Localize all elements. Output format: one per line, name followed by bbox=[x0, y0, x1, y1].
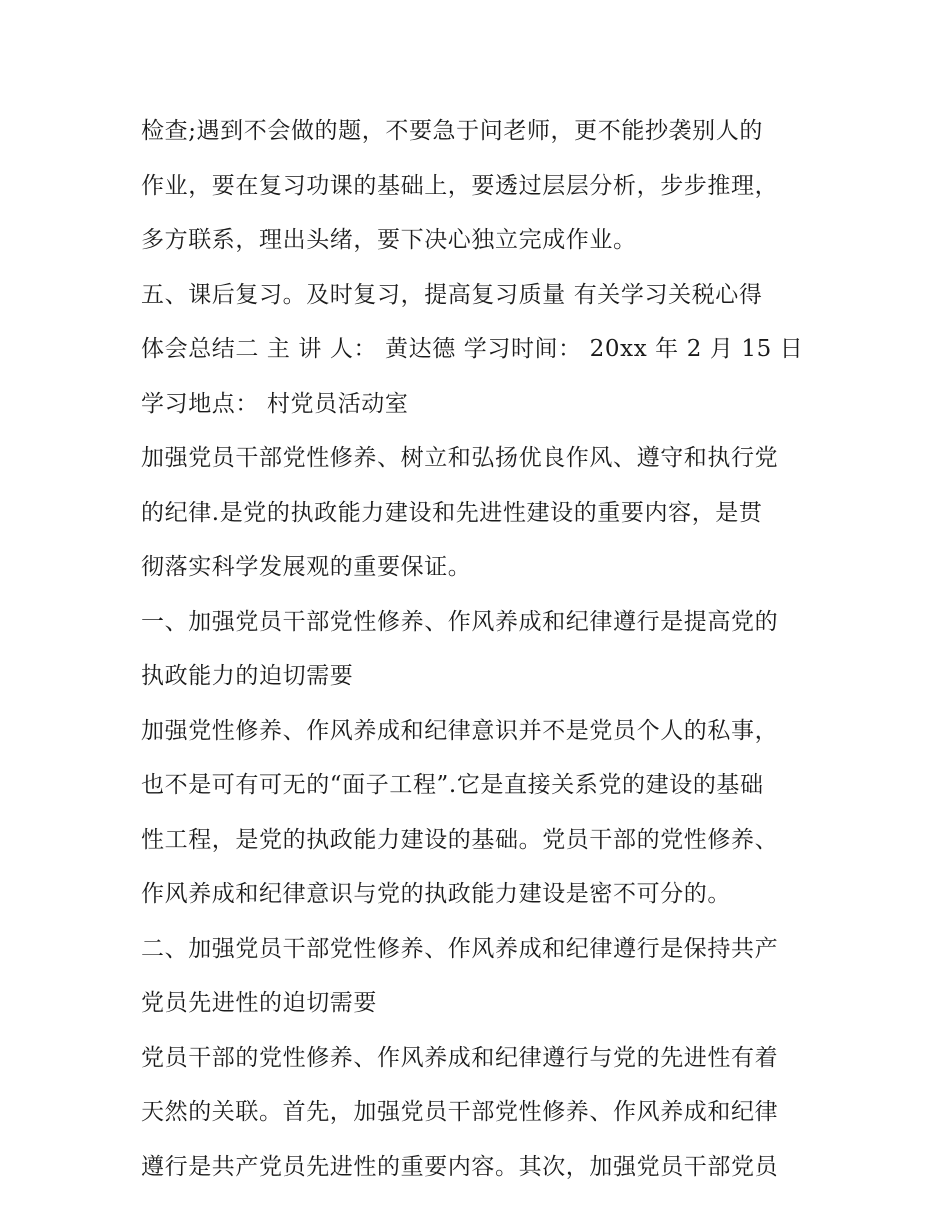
section-heading: 一、加强党员干部党性修养、作风养成和纪律遵行是提高党的 bbox=[141, 608, 779, 635]
text-line: 遵行是共产党员先进性的重要内容。其次，加强党员干部党员 bbox=[141, 1153, 779, 1180]
text-line: 性工程，是党的执政能力建设的基础。党员干部的党性修养、 bbox=[141, 826, 779, 853]
text-line: 彻落实科学发展观的重要保证。 bbox=[141, 554, 472, 580]
document-body bbox=[141, 104, 821, 1194]
text-line: 加强党性修养、作风养成和纪律意识并不是党员个人的私事， bbox=[141, 717, 779, 744]
text-line: 学习地点： 村党员活动室 bbox=[141, 390, 409, 417]
text-line: 检查;遇到不会做的题，不要急于问老师，更不能抄袭别人的 bbox=[141, 118, 763, 144]
section-heading: 二、加强党员干部党性修养、作风养成和纪律遵行是保持共产 bbox=[141, 935, 779, 962]
text-line: 党员干部的党性修养、作风养成和纪律遵行与党的先进性有着 bbox=[141, 1044, 779, 1071]
text-line: 党员先进性的迫切需要 bbox=[141, 990, 377, 1016]
text-line: 作风养成和纪律意识与党的执政能力建设是密不可分的。 bbox=[141, 881, 731, 907]
text-line: 的纪律.是党的执政能力建设和先进性建设的重要内容，是贯 bbox=[141, 499, 763, 526]
text-line: 执政能力的迫切需要 bbox=[141, 663, 354, 689]
text-line: 作业，要在复习功课的基础上，要透过层层分析，步步推理， bbox=[141, 172, 779, 199]
text-line: 多方联系，理出头绪，要下决心独立完成作业。 bbox=[141, 227, 637, 253]
text-line: 加强党员干部党性修养、树立和弘扬优良作风、遵守和执行党 bbox=[141, 445, 779, 471]
text-line: 天然的关联。首先，加强党员干部党性修养、作风养成和纪律 bbox=[141, 1099, 779, 1125]
text-line: 体会总结二 主 讲 人： 黄达德 学习时间： 20xx 年 2 月 15 日 bbox=[141, 336, 804, 362]
text-line: 也不是可有可无的“面子工程”.它是直接关系党的建设的基础 bbox=[141, 772, 764, 798]
section-heading: 五、课后复习。及时复习，提高复习质量 有关学习关税心得 bbox=[141, 281, 763, 308]
